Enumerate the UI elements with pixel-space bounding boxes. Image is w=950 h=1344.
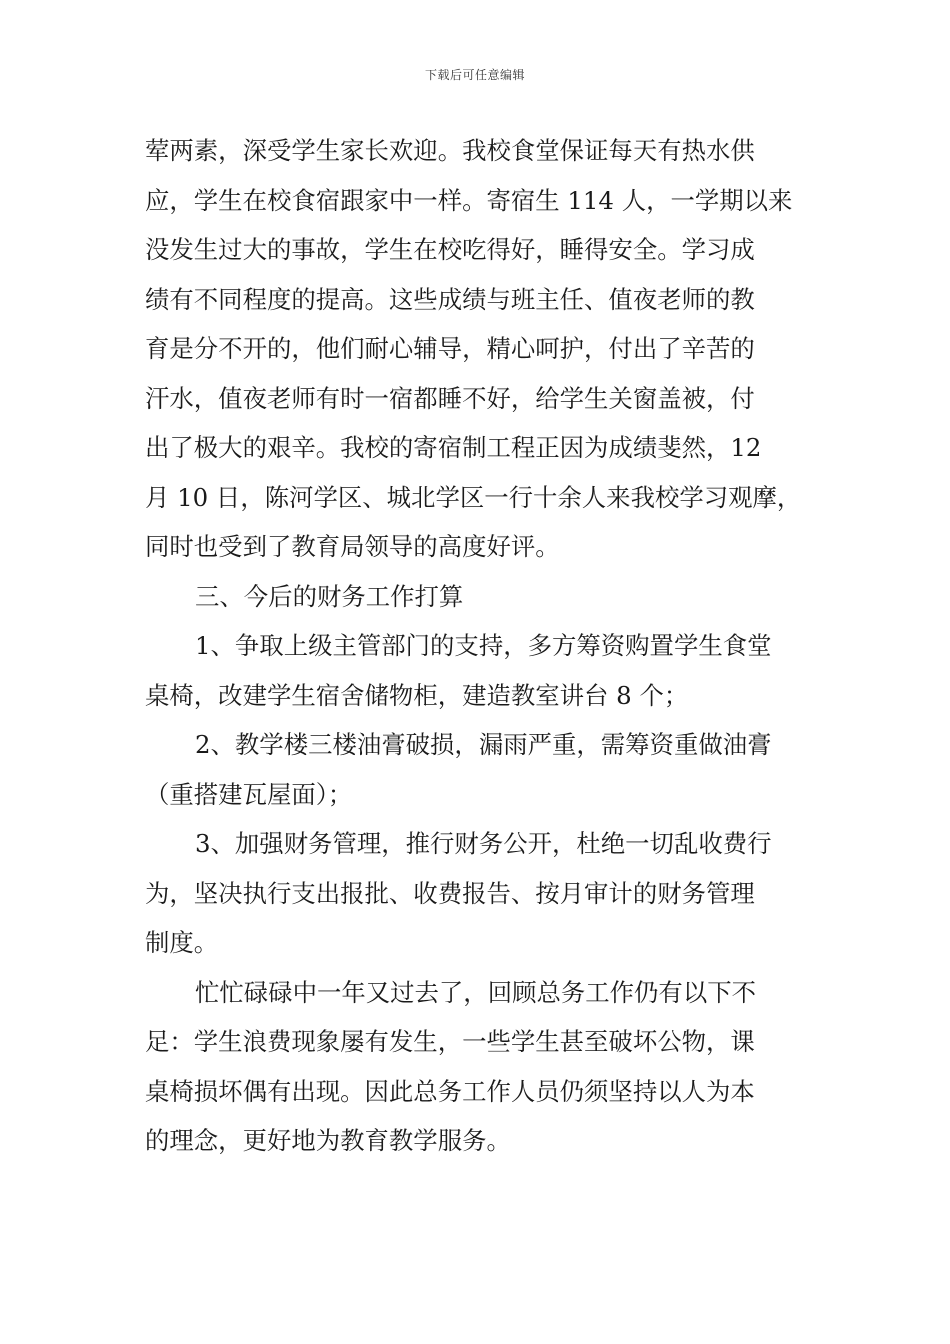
text-line: 同时也受到了教育局领导的高度好评。 — [145, 532, 560, 561]
list-item-2: 2、教学楼三楼油膏破损，漏雨严重，需筹资重做油膏 — [195, 730, 772, 759]
text-line: 足：学生浪费现象屡有发生，一些学生甚至破坏公物，课 — [145, 1027, 755, 1056]
text-line: 制度。 — [145, 928, 219, 957]
list-item-1: 1、争取上级主管部门的支持，多方筹资购置学生食堂 — [195, 631, 772, 660]
text-line: 月 10 日，陈河学区、城北学区一行十余人来我校学习观摩， — [145, 482, 802, 512]
text-line: 为，坚决执行支出报批、收费报告、按月审计的财务管理 — [145, 878, 755, 908]
text-line: 育是分不开的，他们耐心辅导，精心呵护，付出了辛苦的 — [145, 334, 755, 363]
text-line: 桌椅，改建学生宿舍储物柜，建造教室讲台 8 个； — [145, 680, 689, 710]
text-line: 出了极大的艰辛。我校的寄宿制工程正因为成绩斐然，12 — [145, 433, 762, 462]
page-header: 下载后可任意编辑 — [424, 68, 525, 82]
text-line: 没发生过大的事故，学生在校吃得好，睡得安全。学习成 — [145, 235, 755, 264]
body-text — [145, 126, 810, 1166]
text-line: 应，学生在校食宿跟家中一样。寄宿生 114 人，一学期以来 — [145, 185, 793, 215]
text-line: 桌椅损坏偶有出现。因此总务工作人员仍须坚持以人为本 — [145, 1076, 755, 1106]
closing-paragraph-start: 忙忙碌碌中一年又过去了，回顾总务工作仍有以下不 — [195, 977, 756, 1007]
text-line: （重搭建瓦屋面）； — [145, 779, 353, 809]
text-line: 的理念，更好地为教育教学服务。 — [145, 1126, 511, 1155]
text-line: 汗水，值夜老师有时一宿都睡不好，给学生关窗盖被，付 — [145, 383, 755, 413]
text-line: 绩有不同程度的提高。这些成绩与班主任、值夜老师的教 — [145, 284, 755, 314]
text-line: 荤两素，深受学生家长欢迎。我校食堂保证每天有热水供 — [145, 136, 755, 165]
section-heading: 三、今后的财务工作打算 — [195, 581, 464, 611]
list-item-3: 3、加强财务管理，推行财务公开，杜绝一切乱收费行 — [195, 829, 772, 858]
